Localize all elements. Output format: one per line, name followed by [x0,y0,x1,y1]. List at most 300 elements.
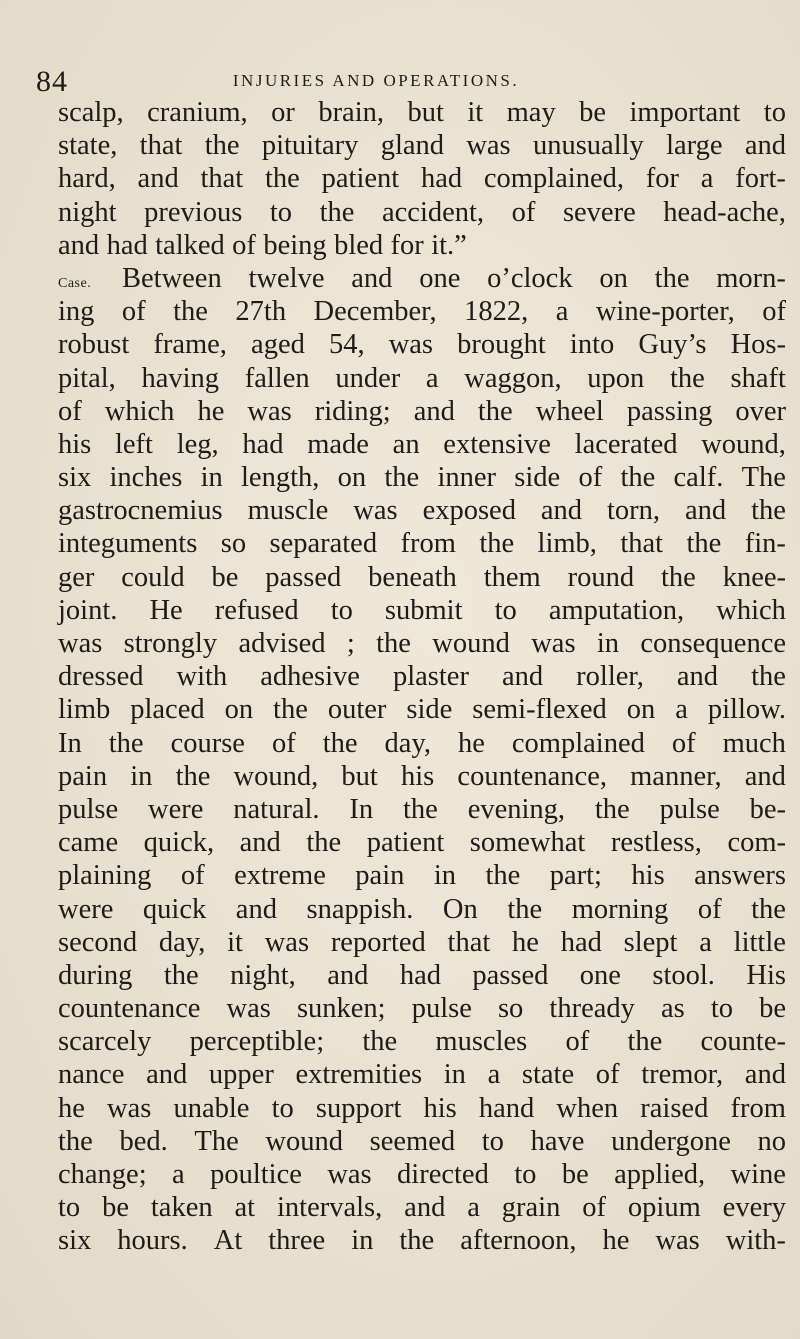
word: so [220,528,247,560]
word: grain [501,1192,561,1224]
word: and [744,1059,786,1091]
word: passing [626,395,713,427]
word: In [58,727,82,759]
word: and [744,760,786,792]
word: large [666,130,723,162]
word: he [58,1092,85,1124]
word: second [58,926,138,958]
word: inner [437,462,497,494]
word: answers [694,860,786,892]
word: of [595,1059,620,1091]
word: he [197,395,225,427]
text-line [58,1158,786,1191]
word: it.” [431,229,467,261]
word: the [376,628,411,659]
word: and [58,229,100,261]
word: on [224,694,254,726]
word: no [757,1125,786,1157]
running-head: INJURIES AND OPERATIONS. [232,71,520,90]
word: In [349,793,374,825]
text-line [58,527,786,560]
word: of [671,727,696,759]
word: were [148,793,204,825]
word: the [306,827,342,859]
word: which [104,395,175,427]
word: the [686,528,722,560]
word: poultice [210,1159,302,1190]
word: semi-flexed [472,694,607,726]
word: was [247,395,292,427]
word: consequence [640,628,786,659]
word: was [388,329,434,361]
word: opium [627,1192,701,1224]
word: could [121,561,185,593]
word: from [730,1092,786,1124]
word: a [487,1059,501,1091]
text-line [58,561,786,594]
word: patient [321,163,400,195]
text-line [58,1224,786,1257]
word: side [406,694,453,726]
word: amputation, [548,594,685,626]
word: gland [380,130,445,162]
word: thready [549,993,635,1025]
word: pulse [659,793,720,825]
word: it [467,97,484,128]
word: important [629,97,741,128]
word: that [620,528,664,560]
word: cranium, [147,97,248,128]
word: upper [208,1059,274,1091]
word: outer [327,694,387,726]
word: scarcely [58,1026,152,1058]
word: a [700,163,714,195]
word: that [447,926,491,958]
word: the [175,760,211,792]
word: the [669,362,705,394]
word: from [400,528,456,560]
word: manner, [630,760,722,792]
word: the [362,1026,398,1058]
word: wine [730,1159,786,1190]
word: in [443,1059,466,1091]
word: aged [251,329,305,361]
text-line [58,295,786,328]
word: a [425,362,439,394]
text-line [58,793,786,826]
word: hard, [58,163,116,195]
word: may [506,97,556,128]
word: of [582,1192,607,1224]
word: wound [265,1125,343,1157]
word: part; [549,860,602,892]
text-line [58,395,786,428]
word: com- [727,827,786,859]
word: fallen [244,362,310,394]
word: and [685,495,727,527]
word: was [353,495,398,527]
word: three [268,1225,326,1257]
word: an [392,428,420,460]
word: be [579,97,607,128]
word: leg, [176,428,219,460]
word: plaining [58,860,152,892]
text-line [58,859,786,892]
word: applied, [614,1159,706,1190]
word: for [645,163,680,195]
word: night, [230,959,296,991]
word: the [751,893,786,925]
word: one [579,959,621,991]
word: on [626,694,656,726]
word: support [315,1092,402,1124]
word: state [521,1059,575,1091]
word: brought [457,329,546,361]
word: The [741,462,786,494]
word: snappish. [306,893,414,925]
word: at [234,1192,256,1224]
word: be [211,561,239,593]
word: one [419,262,461,294]
word: waggon, [464,362,562,394]
word: and [744,130,786,162]
word: to [269,196,293,228]
word: length, [241,462,320,494]
word: be [759,993,786,1025]
word: perceptible; [189,1026,325,1058]
word: severe [562,196,636,228]
text-line [58,428,786,461]
word: advised [238,628,326,659]
word: that [200,163,244,195]
word: on [337,462,367,494]
word: being [263,229,327,261]
word: shaft [730,362,786,394]
word: on [599,262,628,294]
word: tremor, [641,1059,724,1091]
word: pituitary [261,130,359,162]
word: for [390,229,424,261]
word: 27th [235,296,287,328]
word: and [351,262,393,294]
word: was [655,1225,700,1257]
word: the [319,196,355,228]
word: inches [109,462,183,494]
word: but [407,97,444,128]
word: torn, [607,495,661,527]
text-line [58,959,786,992]
word: made [307,428,369,460]
word: had [560,926,602,958]
word: raised [640,1092,709,1124]
word: and [235,893,277,925]
word: with- [725,1225,786,1257]
word: came [58,827,119,859]
word: On [442,893,478,925]
word: of [121,296,146,328]
word: and [540,495,583,527]
word: countenance [58,993,201,1025]
word: he [457,727,485,759]
word: plaster [392,661,469,693]
word: the [660,561,696,593]
word: muscle [247,495,329,527]
case-marker: Case. [58,275,92,291]
word: the [204,130,240,162]
word: the [479,528,515,560]
word: was [58,628,103,659]
word: riding; [314,395,391,427]
word: refused [214,594,299,626]
word: strongly [123,628,218,659]
text-line [58,1058,786,1091]
word: a [467,1192,480,1224]
word: his [401,760,435,792]
text-line [58,893,786,926]
word: night [58,196,117,228]
word: in [351,1225,374,1257]
word: six [58,462,92,494]
word: frame, [153,329,227,361]
text-line [58,1092,786,1125]
word: The [194,1125,239,1157]
word: directed [397,1159,489,1190]
word: to [481,1125,504,1157]
word: over [735,395,786,427]
word: roller, [576,661,644,693]
word: to [494,594,517,626]
text-line [58,1025,786,1058]
word: the [108,727,144,759]
word: had [106,229,148,261]
word: beneath [368,561,457,593]
word: complained [511,727,645,759]
word: had [420,163,463,195]
word: calf. [673,462,724,494]
word: as [660,993,685,1025]
word: was [226,993,271,1025]
page-number: 84 [36,65,68,98]
word: a [555,296,569,328]
word: the [594,793,630,825]
word: nance [58,1059,125,1091]
word: hours. [117,1225,188,1257]
word: ; [346,628,355,659]
text-line [58,162,786,195]
word: under [335,362,401,394]
text-line [58,1125,786,1158]
word: counte- [700,1026,786,1058]
word: of [578,462,603,494]
word: when [556,1092,619,1124]
word: state, [58,130,118,162]
word: pulse [58,793,119,825]
word: complained, [483,163,624,195]
word: taken [150,1192,213,1224]
word: much [722,727,786,759]
word: pillow. [707,694,786,726]
word: to [271,1092,294,1124]
text-line [58,926,786,959]
word: in [200,462,223,494]
word: brain, [318,97,384,128]
word: undergone [611,1125,731,1157]
word: to [763,97,786,128]
word: wound, [233,760,319,792]
word: 1822, [464,296,529,328]
word: morning [571,893,669,925]
word: quick, [143,827,215,859]
word: pain [58,760,108,792]
word: scalp, [58,97,124,128]
word: limb [58,694,111,726]
text-line [58,760,786,793]
word: was [264,926,310,958]
word: in [596,628,620,659]
word: lacerated [574,428,678,460]
word: passed [472,959,549,991]
word: the [58,1125,93,1157]
word: somewhat [469,827,586,859]
word: was [531,628,576,659]
word: fin- [744,528,786,560]
word: the [163,959,199,991]
word: patient [366,827,445,859]
word: to [710,993,733,1025]
word: which [716,594,786,626]
word: his [423,1092,457,1124]
word: joint. [58,594,118,626]
page-header [36,63,716,97]
text-line [58,494,786,527]
word: of [271,727,296,759]
word: to [514,1159,537,1190]
text-line [58,229,786,262]
word: submit [384,594,463,626]
word: side [514,462,561,494]
word: robust [58,329,130,361]
word: placed [130,694,205,726]
word: Between [122,262,222,294]
word: the [399,1225,435,1257]
word: had [242,428,284,460]
word: so [497,993,524,1025]
word: and [146,1059,188,1091]
word: of [697,893,722,925]
word: of [762,296,786,328]
word: be [561,1159,589,1190]
word: having [141,362,220,394]
word: talked [155,229,225,261]
word: the [265,163,300,195]
word: his [58,428,92,460]
word: the [485,860,521,892]
text-line [58,992,786,1025]
word: quick [142,893,207,925]
word: evening, [467,793,566,825]
word: day, [158,926,206,958]
word: fort- [735,163,786,195]
word: the [751,495,786,527]
text-line [58,660,786,693]
word: but [341,760,378,792]
word: he [512,926,539,958]
word: wound, [701,428,786,460]
word: and [327,959,369,991]
word: 54, [328,329,365,361]
word: o’clock [487,262,573,294]
word: round [567,561,635,593]
word: the [477,395,513,427]
word: of [511,196,536,228]
word: his [631,860,665,892]
word: six [58,1225,92,1257]
word: course [170,727,245,759]
word: left [114,428,153,460]
word: hand [478,1092,535,1124]
word: He [149,594,183,626]
text-line [58,461,786,494]
text-line [58,693,786,726]
word: ger [58,561,95,593]
word: the [273,694,308,726]
word: Hos- [730,329,786,361]
word: of [232,229,256,261]
word: natural. [233,793,320,825]
word: pital, [58,362,116,394]
word: Guy’s [638,329,707,361]
word: them [483,561,541,593]
word: unable [173,1092,250,1124]
word: it [227,926,243,958]
word: was [466,130,511,162]
word: was [107,1092,152,1124]
word: separated [269,528,378,560]
word: pain [355,860,405,892]
word: with [176,661,228,693]
word: slept [623,926,678,958]
word: wheel [535,395,604,427]
word: had [399,959,441,991]
word: of [58,395,82,427]
text-line [58,262,786,295]
word: gastrocnemius [58,495,223,527]
text-line [58,362,786,395]
text-line [58,627,786,660]
word: adhesive [260,661,360,693]
word: to [330,594,353,626]
word: in [433,860,456,892]
text-line [58,727,786,760]
word: be- [749,793,786,825]
word: extremities [295,1059,423,1091]
word: the [620,462,656,494]
word: was [327,1159,372,1190]
word: intervals, [277,1192,383,1224]
word: in [130,760,153,792]
word: dressed [58,661,144,693]
word: previous [144,196,243,228]
word: day, [384,727,431,759]
text-line [58,826,786,859]
word: every [722,1192,786,1224]
word: of [565,1026,590,1058]
word: stool. [652,959,715,991]
word: passed [265,561,342,593]
word: and [501,661,544,693]
word: and [404,1192,446,1224]
word: a [172,1159,185,1190]
